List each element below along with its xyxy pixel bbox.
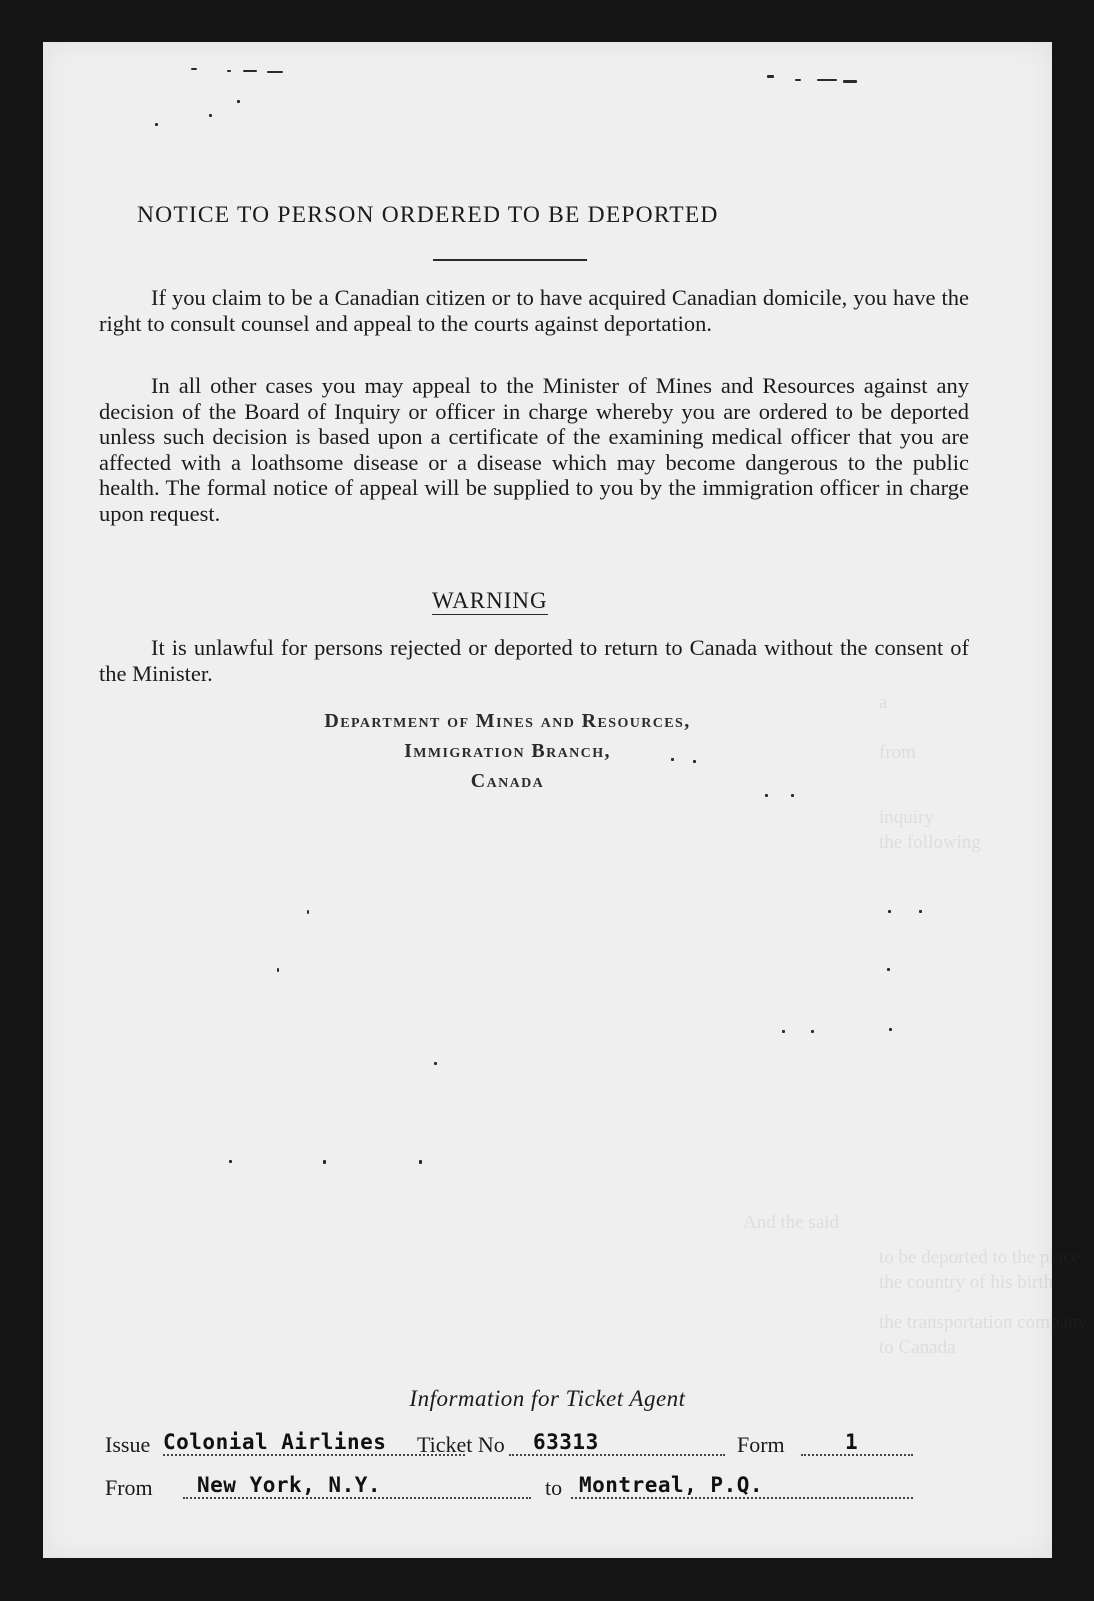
issue-label: Issue: [105, 1432, 151, 1457]
ticket-no-label: Ticket No: [417, 1432, 505, 1457]
warning-heading: WARNING: [432, 588, 548, 613]
to-label: to: [545, 1475, 563, 1500]
from-label: From: [105, 1475, 153, 1500]
show-through-text: to Canada: [879, 1337, 956, 1358]
warning-paragraph: It is unlawful for persons rejected or deported to return to Canada without the consent of the Minister.: [99, 635, 969, 686]
show-through-text: the following: [879, 832, 981, 853]
department-name: Department of Mines and Resources,: [324, 710, 691, 732]
notice-title: NOTICE TO PERSON ORDERED TO BE DEPORTED: [137, 202, 719, 228]
ticket-agent-heading: Information for Ticket Agent: [409, 1386, 686, 1411]
show-through-text: the country of his birth: [879, 1272, 1054, 1293]
appeal-paragraph: In all other cases you may appeal to the Minister of Mines and Resources against any decision of the Board of Inquiry or officer in charge whereby you are ordered to be deported unless such decision is based upon a certificate of the examining medical officer that you are affected with a loathsome disease or a disease which may become dangerous to the public health. The formal notice of appeal will be supplied to you by the immigration officer in charge upon request.: [99, 373, 969, 526]
to-value: Montreal, P.Q.: [579, 1473, 764, 1497]
form-value: 1: [845, 1430, 859, 1454]
title-underline: [433, 259, 587, 261]
show-through-text: from: [879, 742, 916, 763]
show-through-text: to be deported to the place: [879, 1247, 1081, 1268]
from-value: New York, N.Y.: [197, 1473, 382, 1497]
ticket-no-value: 63313: [533, 1430, 599, 1454]
country-name: Canada: [470, 770, 545, 792]
show-through-text: a: [879, 692, 888, 713]
show-through-text: the transportation company: [879, 1312, 1087, 1333]
issue-value: Colonial Airlines: [163, 1430, 387, 1454]
branch-name: Immigration Branch,: [404, 740, 611, 762]
show-through-text: And the said: [743, 1212, 840, 1233]
show-through-text: inquiry: [879, 807, 934, 828]
document-page: [43, 42, 1087, 1558]
form-label: Form: [737, 1432, 785, 1457]
citizen-paragraph: If you claim to be a Canadian citizen or to have acquired Canadian domicile, you have the right to consult counsel and appeal to the courts against deportation.: [99, 285, 969, 336]
